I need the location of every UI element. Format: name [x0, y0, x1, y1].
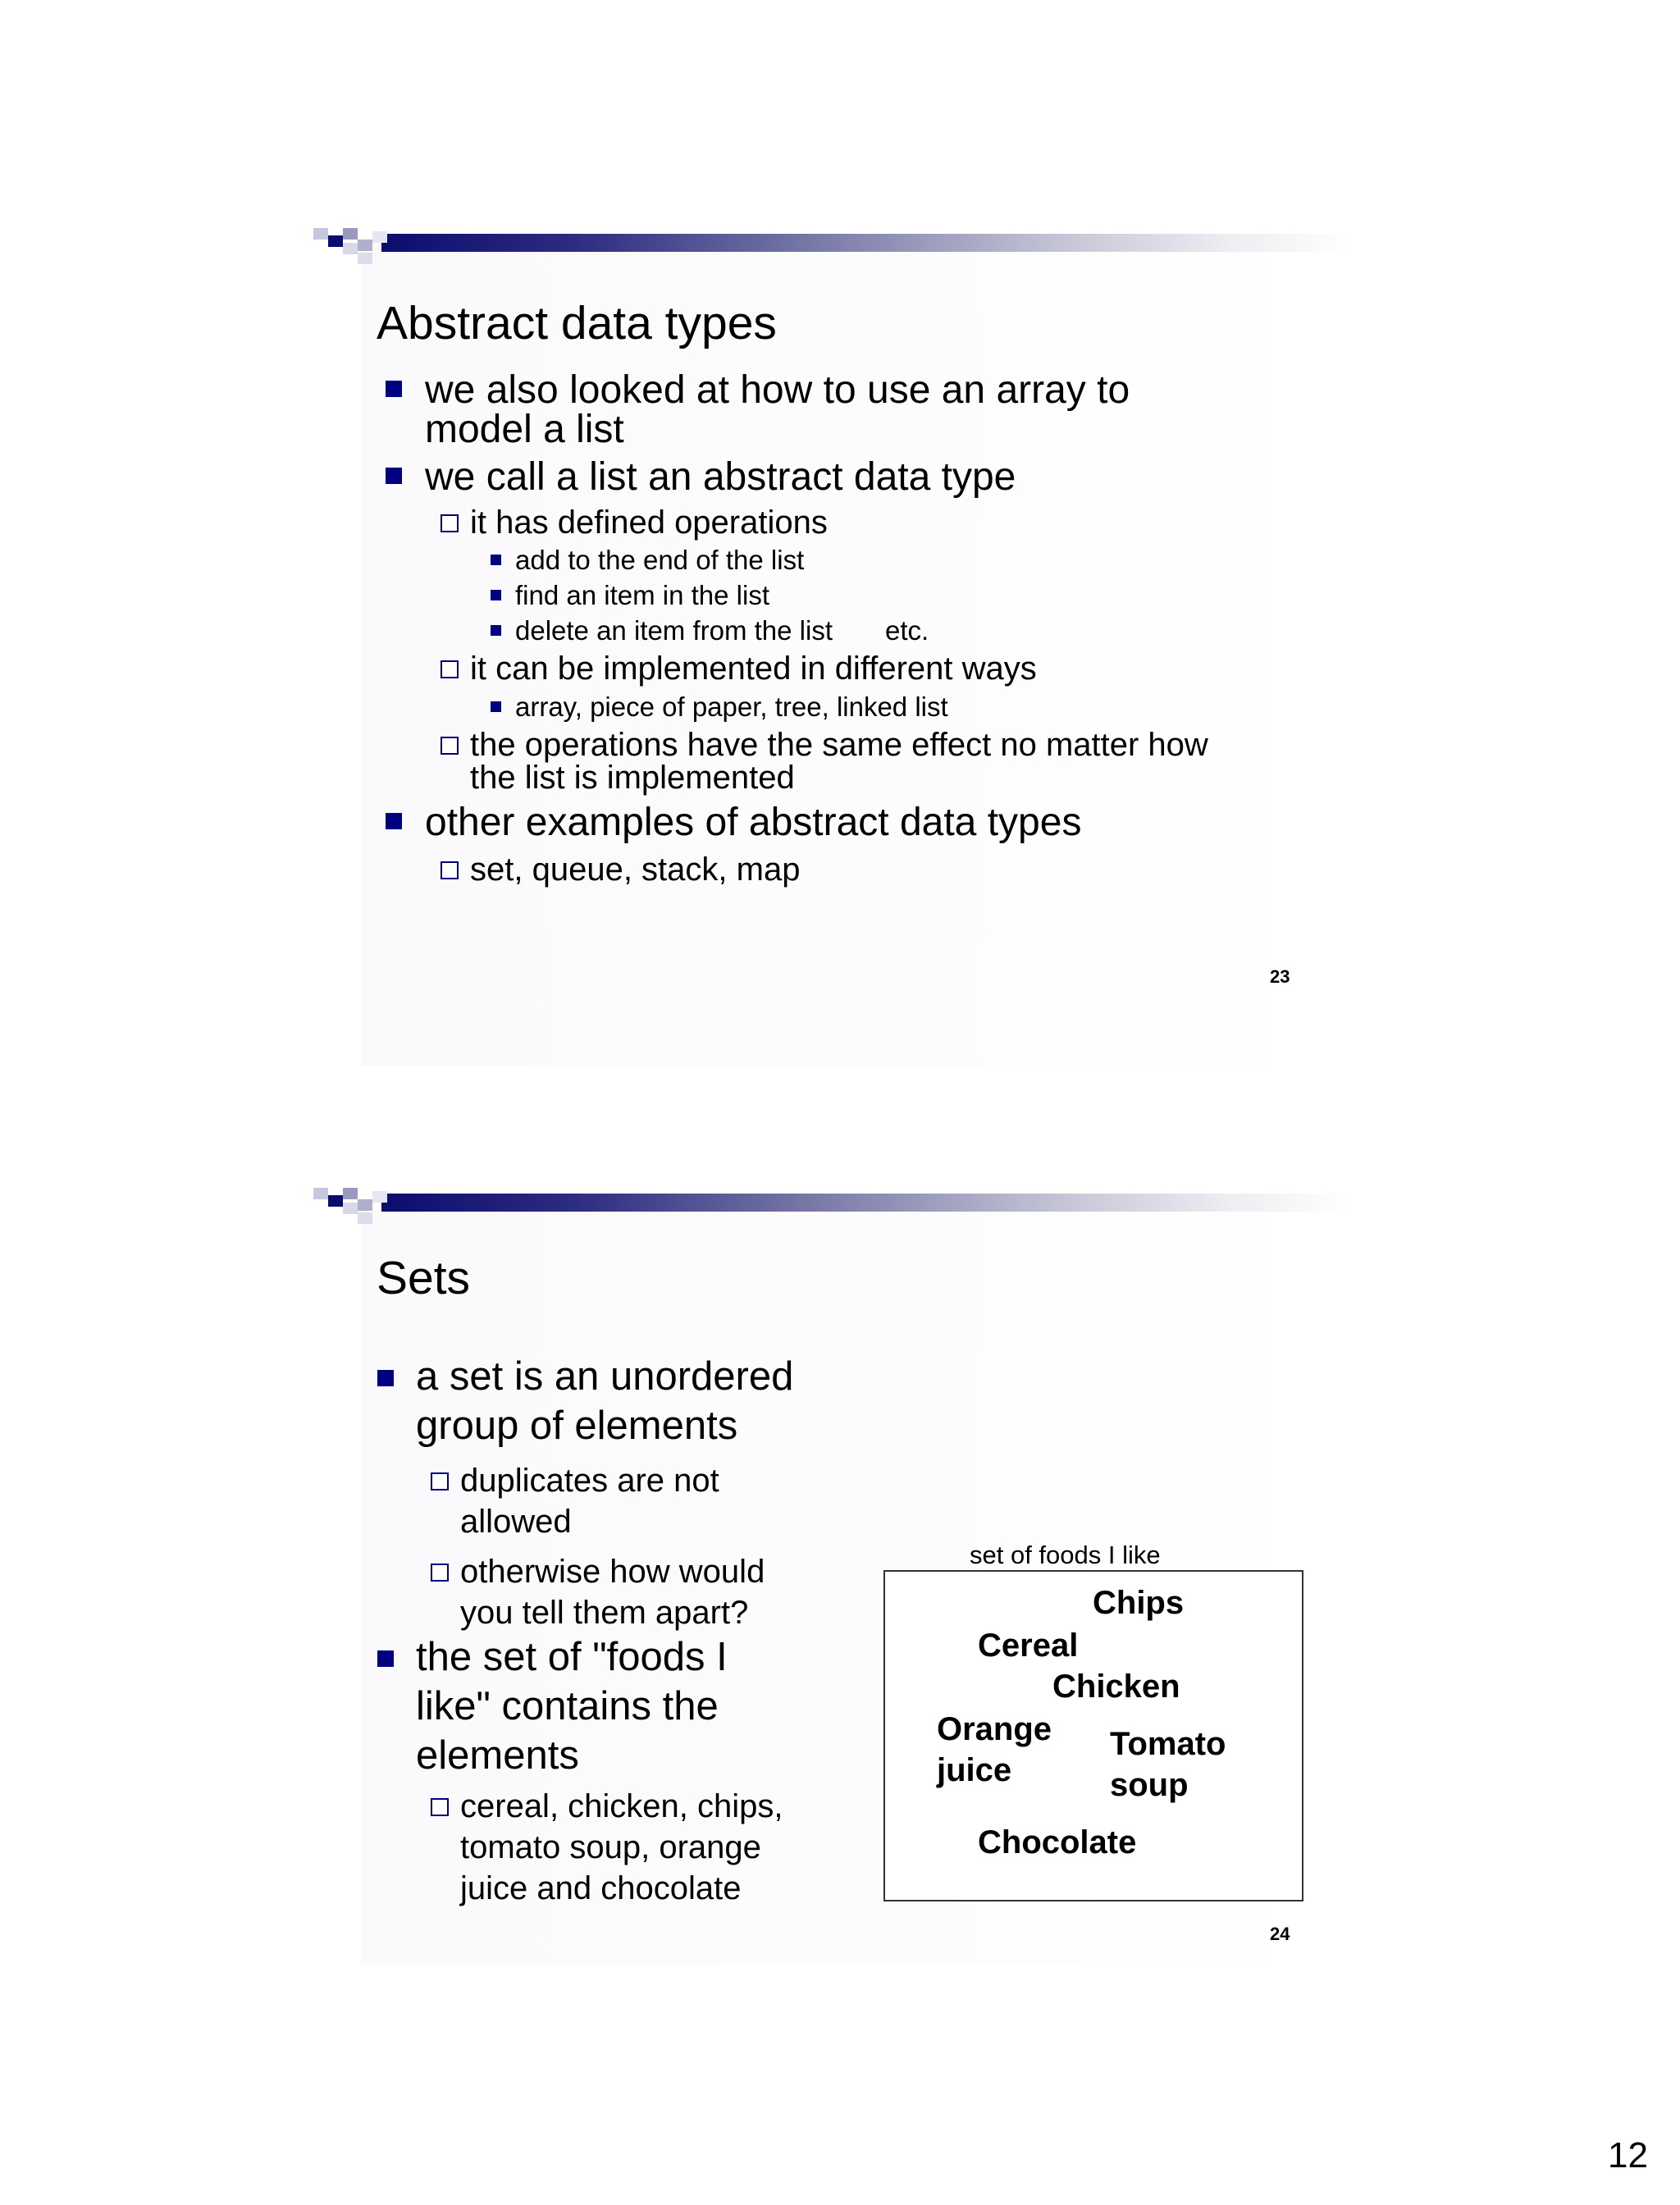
square-bullet-icon	[377, 1650, 394, 1667]
bullet-set-unordered: a set is an unordered group of elements	[377, 1352, 837, 1450]
bullet-foods-i-like: the set of "foods I like" contains the elements	[377, 1632, 804, 1780]
slide-page-number: 23	[1270, 966, 1290, 987]
food-chocolate: Chocolate	[978, 1824, 1137, 1860]
small-square-bullet-icon	[491, 555, 501, 565]
header-squares-decoration	[313, 1188, 395, 1226]
sub-bullet-defined-operations: it has defined operations	[441, 506, 828, 539]
square-bullet-icon	[377, 1370, 394, 1386]
food-set-box	[883, 1570, 1303, 1901]
food-chicken: Chicken	[1052, 1669, 1180, 1705]
sub-bullet-implemented-ways: it can be implemented in different ways	[441, 652, 1037, 685]
sub-sub-bullet-delete: delete an item from the list etc.	[491, 617, 929, 644]
food-juice: juice	[937, 1752, 1012, 1788]
food-soup: soup	[1110, 1767, 1189, 1803]
sub-bullet-no-duplicates: duplicates are not allowed	[431, 1460, 824, 1542]
sub-bullet-same-effect: the operations have the same effect no matter how the list is implemented	[441, 728, 1208, 794]
square-bullet-icon	[386, 813, 402, 829]
header-gradient-bar	[381, 1194, 1349, 1212]
slide-title: Abstract data types	[377, 297, 777, 349]
hollow-square-bullet-icon	[441, 660, 459, 678]
square-bullet-icon	[386, 381, 402, 397]
sub-sub-bullet-add: add to the end of the list	[491, 546, 804, 573]
food-orange: Orange	[937, 1711, 1052, 1747]
sub-sub-bullet-array-paper: array, piece of paper, tree, linked list	[491, 693, 948, 720]
square-bullet-icon	[386, 468, 402, 484]
small-square-bullet-icon	[491, 590, 501, 600]
food-set-caption: set of foods I like	[970, 1541, 1161, 1569]
hollow-square-bullet-icon	[431, 1564, 449, 1582]
small-square-bullet-icon	[491, 701, 501, 712]
hollow-square-bullet-icon	[431, 1798, 449, 1816]
hollow-square-bullet-icon	[441, 514, 459, 532]
bullet-use-array: we also looked at how to use an array to model a list	[386, 371, 1130, 450]
header-gradient-bar	[381, 234, 1349, 252]
slide-title: Sets	[377, 1252, 471, 1304]
header-squares-decoration	[313, 228, 395, 266]
sub-sub-bullet-find: find an item in the list	[491, 582, 769, 609]
sub-bullet-set-queue: set, queue, stack, map	[441, 853, 800, 886]
slide-23	[0, 0, 1680, 1066]
slide-24	[0, 1066, 1680, 2010]
etc-label: etc.	[885, 615, 929, 646]
small-square-bullet-icon	[491, 625, 501, 636]
slide-page-number: 24	[1270, 1924, 1290, 1944]
hollow-square-bullet-icon	[441, 737, 459, 755]
hollow-square-bullet-icon	[431, 1472, 449, 1491]
bullet-abstract-data-type: we call a list an abstract data type	[386, 458, 1016, 497]
document-page-number: 12	[1608, 2135, 1648, 2175]
bullet-other-examples: other examples of abstract data types	[386, 803, 1081, 842]
food-cereal: Cereal	[978, 1628, 1079, 1664]
food-tomato: Tomato	[1110, 1726, 1226, 1762]
hollow-square-bullet-icon	[441, 861, 459, 879]
food-chips: Chips	[1093, 1585, 1185, 1621]
sub-bullet-tell-apart: otherwise how would you tell them apart?	[431, 1551, 824, 1633]
sub-bullet-food-list: cereal, chicken, chips, tomato soup, orange juice and chocolate	[431, 1786, 824, 1909]
